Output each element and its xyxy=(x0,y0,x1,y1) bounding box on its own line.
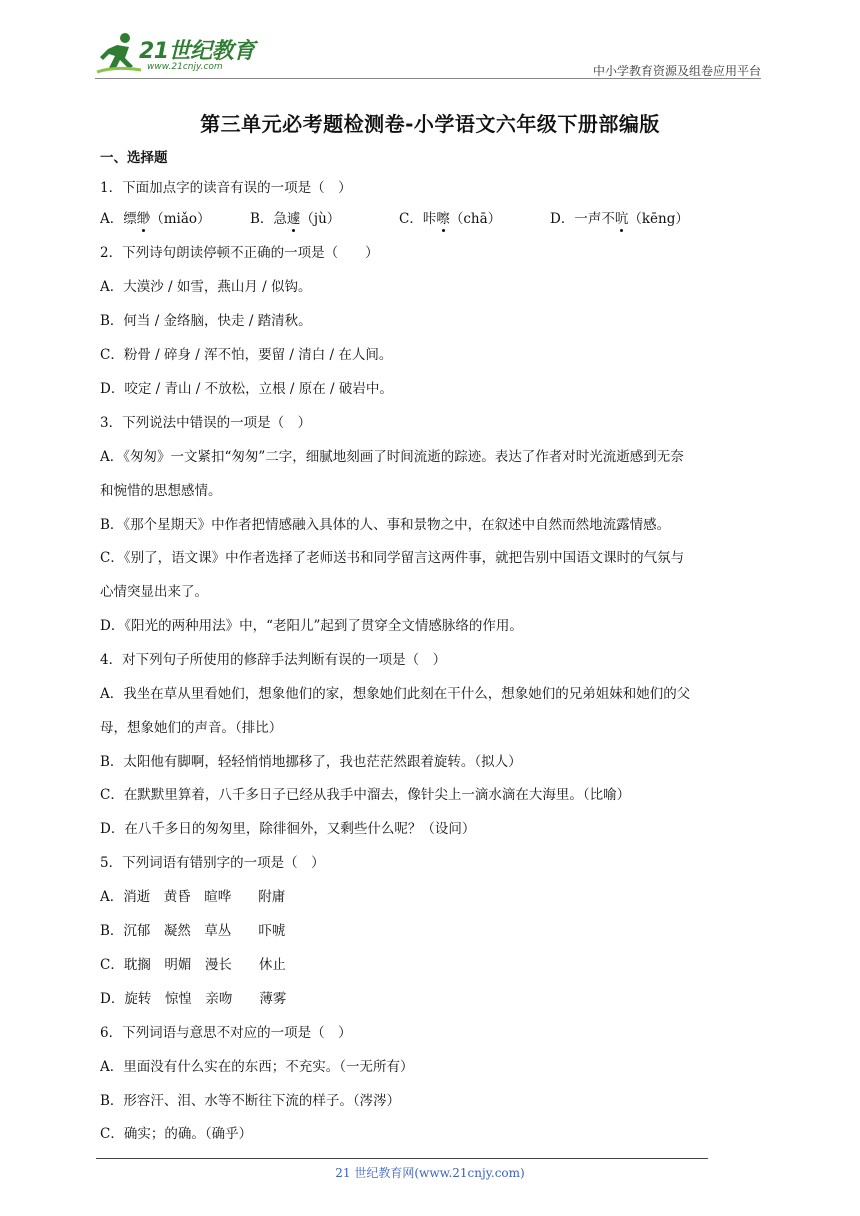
dotted-char: 嚓 xyxy=(436,207,450,227)
site-tagline: 中小学教育资源及组卷应用平台 xyxy=(592,64,761,78)
q1-option-b xyxy=(250,207,340,227)
dotted-char: 遽 xyxy=(287,207,301,227)
q3-option-a: A．《匆匆》一文紧扣“匆匆”二字，细腻地刻画了时间流逝的踪迹。表达了作者对时光流逝感到无奈 xyxy=(100,449,684,465)
q4-option-c: C．在默默里算着，八千多日子已经从我手中溜去，像针尖上一滴水滴在大海里。（比喻） xyxy=(100,787,631,803)
q6-option-c: C．确实；的确。（确乎） xyxy=(100,1126,253,1142)
q5-option-c: C．耽搁 明媚 漫长 休止 xyxy=(100,957,286,973)
option-label: A． xyxy=(100,211,124,227)
runner-logo-icon xyxy=(95,30,143,76)
option-pinyin: （jù） xyxy=(300,211,341,227)
q5-option-d: D．旋转 惊惶 亲吻 薄雾 xyxy=(100,991,287,1007)
option-text: 缥 xyxy=(123,211,137,227)
q3-option-c: C．《别了，语文课》中作者选择了老师送书和同学留言这两件事，就把告别中国语文课时的气氛与 xyxy=(100,550,685,566)
dotted-char: 吭 xyxy=(615,207,629,227)
section-heading: 一、选择题 xyxy=(100,150,168,166)
q3-option-b: B．《那个星期天》中作者把情感融入具体的人、事和景物之中，在叙述中自然而然地流露情感。 xyxy=(100,517,671,533)
option-text: 咔 xyxy=(422,211,437,227)
option-pinyin: （chā） xyxy=(449,211,502,227)
q2-option-d: D．咬定 / 青山 / 不放松，立根 / 原在 / 破岩中。 xyxy=(100,381,393,397)
option-label: C． xyxy=(399,211,423,227)
q4-option-d: D．在八千多日的匆匆里，除徘徊外，又剩些什么呢？（设问） xyxy=(100,821,476,837)
option-text: 一声不 xyxy=(574,211,615,227)
question-6: 6．下列词语与意思不对应的一项是（ ） xyxy=(100,1025,352,1041)
question-5: 5．下列词语有错别字的一项是（ ） xyxy=(100,855,325,871)
q5-option-a: A．消逝 黄昏 暄哗 附庸 xyxy=(100,889,286,905)
q2-option-a: A．大漠沙 / 如雪，燕山月 / 似钩。 xyxy=(100,279,312,295)
q4-option-a: A．我坐在草从里看她们，想象他们的家，想象她们此刻在干什么，想象她们的兄弟姐妹和她们的父 xyxy=(100,686,691,702)
q2-option-c: C．粉骨 / 碎身 / 浑不怕，要留 / 清白 / 在人间。 xyxy=(100,347,393,363)
q1-option-a xyxy=(100,207,211,227)
page-header xyxy=(95,28,761,80)
dotted-char: 缈 xyxy=(137,207,151,227)
question-4: 4．对下列句子所使用的修辞手法判断有误的一项是（ ） xyxy=(100,652,447,668)
page-title: 第三单元必考题检测卷-小学语文六年级下册部编版 xyxy=(200,112,660,136)
question-1: 1．下面加点字的读音有误的一项是（ ） xyxy=(100,180,352,196)
page-footer: 21 世纪教育网(www.21cnjy.com) xyxy=(335,1166,525,1180)
q4-option-b: B．太阳他有脚啊，轻轻悄悄地挪移了，我也茫茫然跟着旋转。（拟人） xyxy=(100,754,522,770)
option-pinyin: （kēng） xyxy=(628,211,689,227)
option-pinyin: （miǎo） xyxy=(150,211,211,227)
question-3: 3．下列说法中错误的一项是（ ） xyxy=(100,415,312,431)
q3-option-d: D．《阳光的两种用法》中，“老阳儿”起到了贯穿全文情感脉络的作用。 xyxy=(100,618,523,634)
q5-option-b: B．沉郁 凝然 草丛 吓唬 xyxy=(100,923,286,939)
logo-text: 21世纪教育 xyxy=(139,39,255,64)
logo-url: www.21cnjy.com xyxy=(147,62,223,72)
option-label: B． xyxy=(250,211,274,227)
q6-option-b: B．形容汗、泪、水等不断往下流的样子。（涔涔） xyxy=(100,1093,401,1109)
q6-option-a: A．里面没有什么实在的东西；不充实。（一无所有） xyxy=(100,1059,414,1075)
footer-divider xyxy=(96,1158,708,1159)
q3-option-a-cont: 和惋惜的思想感情。 xyxy=(100,483,222,499)
q1-option-c xyxy=(399,207,501,227)
q1-option-d xyxy=(550,207,689,227)
option-text: 急 xyxy=(273,211,287,227)
option-label: D． xyxy=(550,211,575,227)
site-logo xyxy=(95,30,265,76)
q2-option-b: B．何当 / 金络脑，快走 / 踏清秋。 xyxy=(100,313,312,329)
q4-option-a-cont: 母，想象她们的声音。（排比） xyxy=(100,720,283,736)
question-2: 2．下列诗句朗读停顿不正确的一项是（ ） xyxy=(100,245,379,261)
q3-option-c-cont: 心情突显出来了。 xyxy=(100,584,208,600)
header-divider xyxy=(95,78,761,79)
